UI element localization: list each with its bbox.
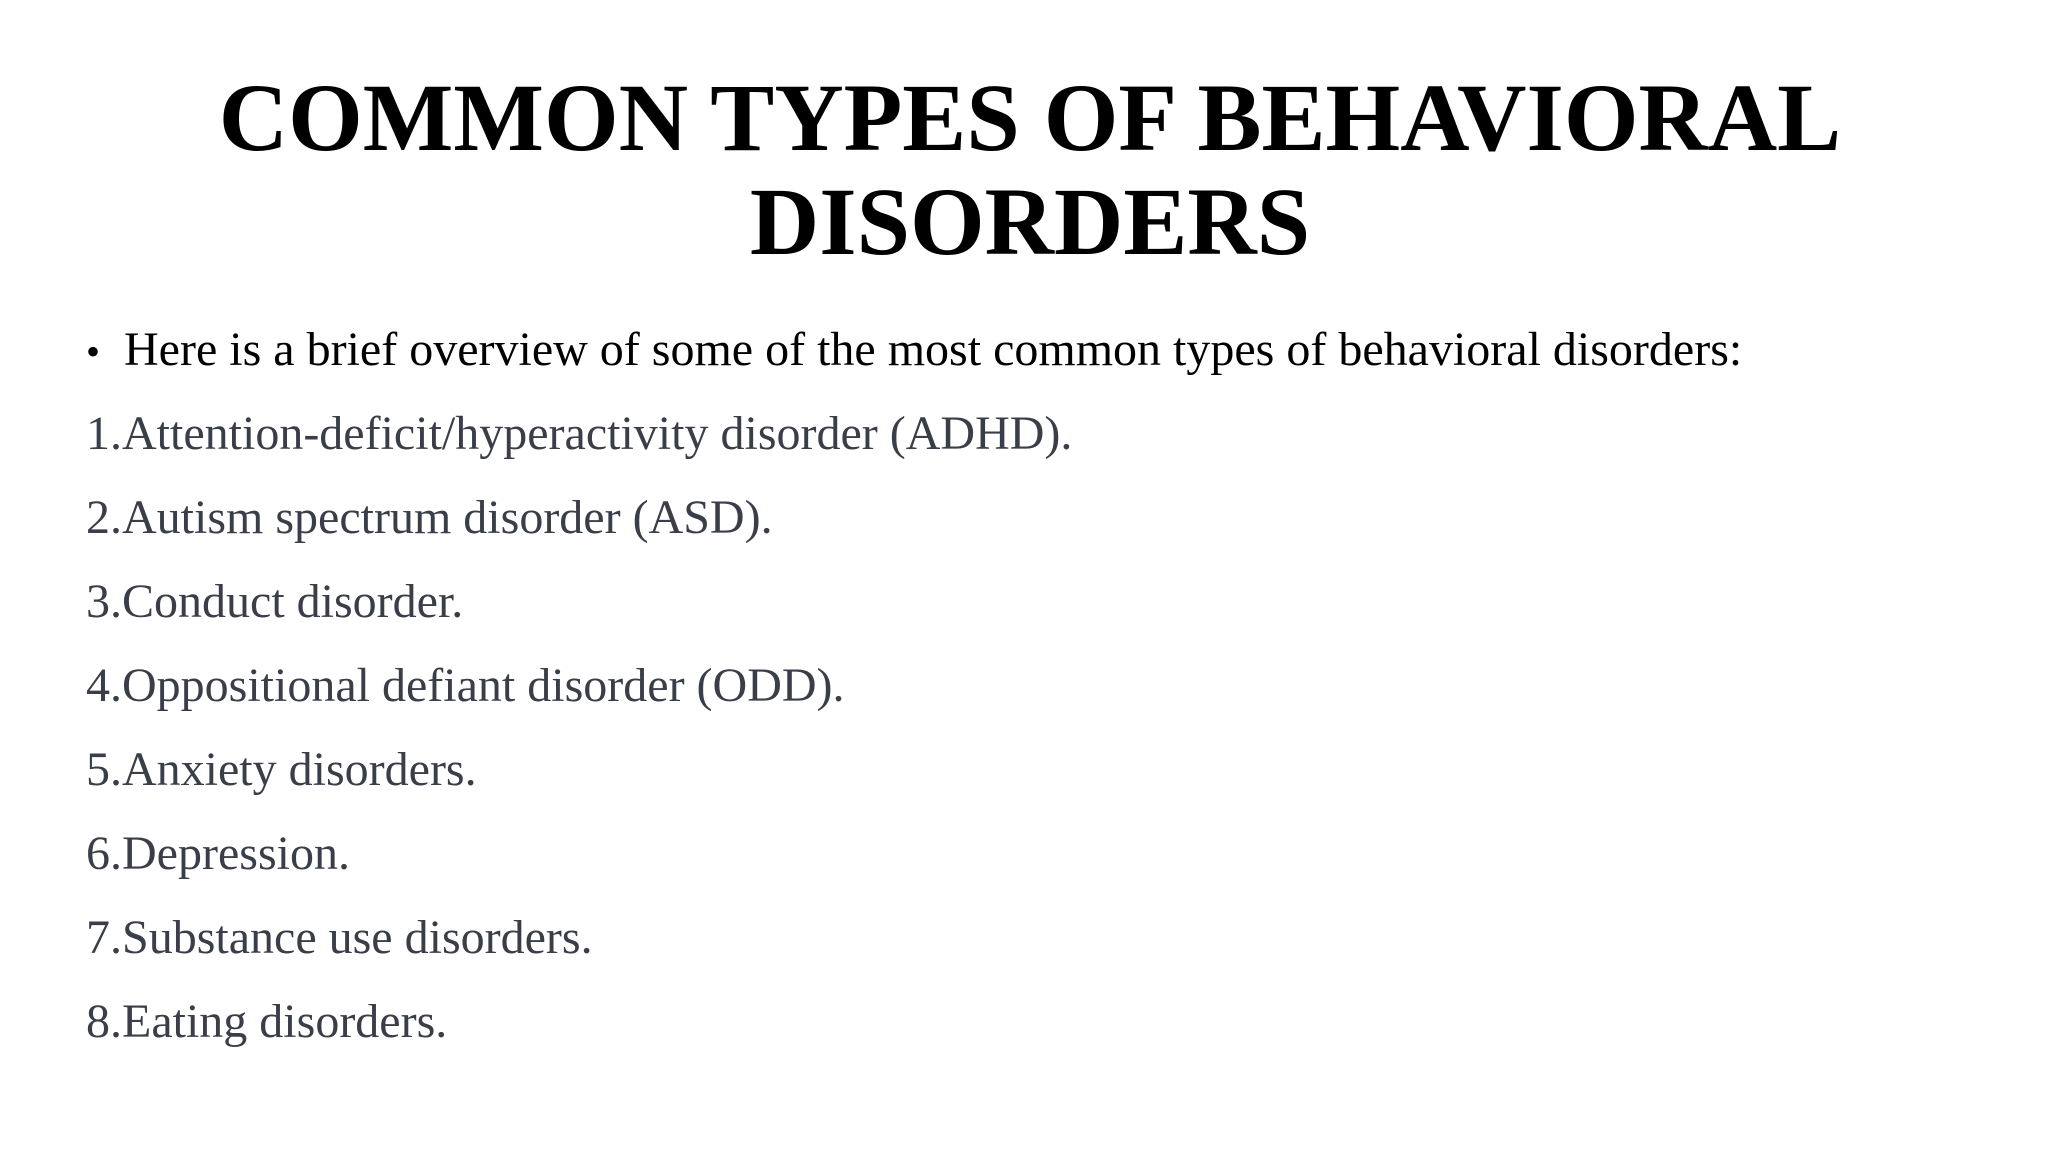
list-item-text: Attention-deficit/hyperactivity disorder (ADHD).	[122, 407, 1073, 460]
list-item	[86, 402, 1986, 486]
list-item	[86, 906, 1986, 990]
list-item	[86, 654, 1986, 738]
disorder-list	[86, 402, 1986, 1074]
list-item	[86, 570, 1986, 654]
bullet-icon: •	[86, 329, 101, 374]
list-item-number: 8.	[86, 995, 122, 1048]
list-item-text: Anxiety disorders.	[122, 743, 477, 796]
list-item-number: 2.	[86, 491, 122, 544]
slide-body	[86, 318, 1986, 1074]
list-item-text: Conduct disorder.	[122, 575, 464, 628]
intro-bullet	[86, 318, 1986, 402]
list-item-number: 4.	[86, 659, 122, 712]
list-item	[86, 486, 1986, 570]
list-item-number: 6.	[86, 827, 122, 880]
list-item	[86, 822, 1986, 906]
list-item-number: 1.	[86, 407, 122, 460]
list-item-text: Eating disorders.	[122, 995, 448, 1048]
slide-title: COMMON TYPES OF BEHAVIORAL DISORDERS	[218, 64, 1842, 275]
list-item-text: Substance use disorders.	[122, 911, 593, 964]
list-item-text: Autism spectrum disorder (ASD).	[122, 491, 773, 544]
list-item	[86, 738, 1986, 822]
list-item-number: 7.	[86, 911, 122, 964]
list-item-number: 3.	[86, 575, 122, 628]
intro-text: Here is a brief overview of some of the most common types of behavioral disorders:	[124, 323, 1743, 376]
list-item	[86, 990, 1986, 1074]
list-item-number: 5.	[86, 743, 122, 796]
list-item-text: Oppositional defiant disorder (ODD).	[122, 659, 845, 712]
list-item-text: Depression.	[122, 827, 350, 880]
